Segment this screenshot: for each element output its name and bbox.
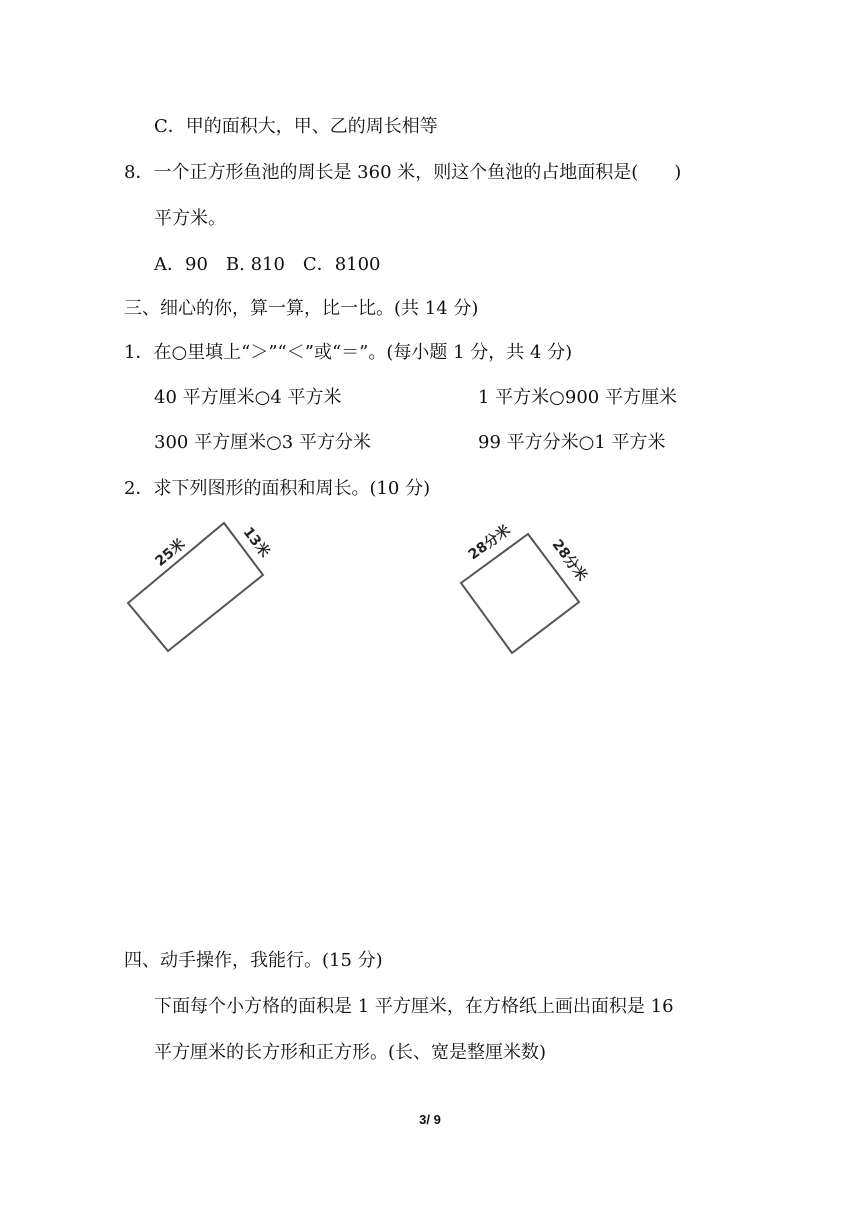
rectangle-shape xyxy=(128,523,263,651)
section3-q2-stem: 2．求下列图形的面积和周长。(10 分) xyxy=(124,478,431,499)
compare-item-2: 1 平方米○900 平方厘米 xyxy=(478,387,677,408)
section4-body-line1: 下面每个小方格的面积是 1 平方厘米，在方格纸上画出面积是 16 xyxy=(154,996,674,1017)
square-side-label-right: 28分米 xyxy=(548,536,590,585)
q7-option-c: C．甲的面积大，甲、乙的周长相等 xyxy=(154,116,438,137)
compare-item-1: 40 平方厘米○4 平方米 xyxy=(154,387,342,408)
square-side-label-left: 28分米 xyxy=(465,522,514,564)
page-number: 3/ 9 xyxy=(419,1112,441,1127)
rectangle-figure xyxy=(128,523,274,651)
section3-title: 三、细心的你，算一算，比一比。(共 14 分) xyxy=(124,298,479,319)
q8-stem: 8．一个正方形鱼池的周长是 360 米，则这个鱼池的占地面积是( ) xyxy=(124,162,682,183)
section4-body-line2: 平方厘米的长方形和正方形。(长、宽是整厘米数) xyxy=(154,1042,547,1063)
q8-options: A．90 B. 810 C．8100 xyxy=(154,254,381,275)
compare-item-3: 300 平方厘米○3 平方分米 xyxy=(154,432,371,453)
rectangle-width-label: 13米 xyxy=(239,524,273,561)
section4-title: 四、动手操作，我能行。(15 分) xyxy=(124,950,383,971)
rectangle-length-label: 25米 xyxy=(152,536,189,570)
section3-q1-stem: 1．在○里填上“＞”“＜”或“＝”。(每小题 1 分，共 4 分) xyxy=(124,342,573,363)
q8-stem-continued: 平方米。 xyxy=(154,208,226,229)
square-figure xyxy=(461,522,591,653)
compare-item-4: 99 平方分米○1 平方米 xyxy=(478,432,666,453)
